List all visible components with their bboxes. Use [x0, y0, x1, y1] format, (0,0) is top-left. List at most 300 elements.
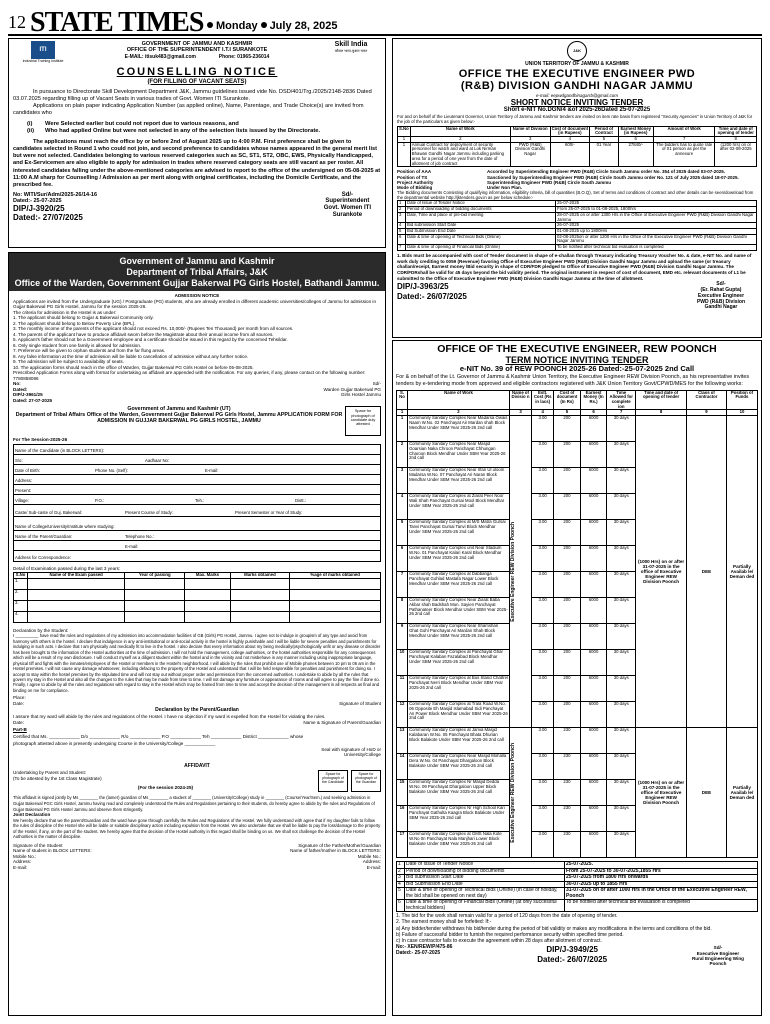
table-cell: 14 — [397, 754, 408, 780]
division-label: Executive Engineer REW Division Poonch — [509, 742, 516, 843]
table-cell: 3.00 — [532, 624, 554, 650]
table-cell: Community Sanitary Complex Nr Masjid Dedda W.No. 09 Panchayat Dhargaloon Upper Block Balakote Under SBM Year 2025-26 2nd call — [408, 780, 510, 806]
table-cell: 3.00 — [532, 520, 554, 546]
date-label: Date: — [13, 700, 24, 706]
table-cell: Community Sanitary Complex at Jamia Masjid Kalabaran W.No. 05 Panchayat Bhata Dhurian Block Balakote Under SBM Year 2025-26 2nd call — [408, 728, 510, 754]
rew-col-header: S. No — [397, 390, 408, 410]
table-cell: Community Sanitary Complex at Bus Stand Chattrel Panchayat Nerri Block Mendhar Under SBM Year 2025-26 2nd call — [408, 676, 510, 702]
exam-col-header: S.No — [14, 573, 28, 579]
condition-item: (i) Were Selected earlier but could not report due to various reasons, and — [27, 120, 239, 127]
application-fields — [13, 444, 381, 562]
table-cell: 230 — [554, 728, 581, 754]
table-row: 5 Bid Submission End Date 01-08-2025 up to 1800Hrs — [398, 228, 757, 234]
table-cell: 200 — [554, 702, 581, 728]
present-field[interactable]: Present: — [14, 485, 380, 495]
parent-sig-label: Signature of the Father/Mother/Guardian — [298, 842, 381, 848]
rew-note: a) Any bidder/tender withdraws his bid/tender during the period of bid validity or makes any modifications in the terms and conditions of the bid. — [396, 925, 712, 932]
table-cell: 6000 — [580, 702, 607, 728]
banner-line-2: Department of Tribal Affairs, J&K — [126, 266, 268, 277]
pwd-col-header: Period of Contract — [590, 126, 619, 136]
rew-note: c) In case contractor fails to execute the agreement within 28 days after allotment of contract. — [396, 938, 602, 945]
table-cell: 8 — [397, 598, 408, 624]
division-cell — [509, 416, 531, 728]
table-cell: 3.00 — [532, 702, 554, 728]
banner-line-1: Government of Jammu and Kashmir — [119, 256, 275, 266]
table-cell: 3.00 — [532, 598, 554, 624]
meta-row: Project Authority Superintending Engineer PWD (R&B) Circle South Jammu — [397, 179, 612, 185]
pwd-work-table — [397, 126, 757, 168]
signature-mark: Sd/- — [341, 191, 354, 198]
notice-intro-2: Applications on plain paper indicating Application Number (as applied online), Name, Parentage, and Trade Choice(s) are invited from candidates who — [13, 103, 364, 117]
exam-col-header: %age of marks obtained — [290, 573, 381, 579]
rew-sign-3: Poonch — [709, 961, 727, 967]
table-row: 1 2 3 4 5 6 7 8 — [398, 137, 757, 143]
declaration-title: Declaration by the Student: — [13, 627, 69, 633]
affidavit-sub: Undertaking by Parent and Student: — [13, 770, 87, 776]
email-label: E-MAIL: — [124, 53, 145, 60]
table-cell: 30 days — [607, 806, 636, 832]
pwd-short-title: SHORT NOTICE INVITING TENDER — [510, 98, 644, 108]
opening-time-cell: (1000 Hrs) on or after 31-07-2025 in the office of Executive Engineer REW Division Poonch — [636, 416, 687, 728]
table-row: 1 Annual Contract for deployment of security personnel for watch and ward at Lok Nirman Bhawan Gandhi Nagar Jammu including parking area for a period of one year from the date of allotment of job contract PWD (R&B) Division Gandhi Nagar 600/- 01 Year 27840/- The bidders has to quote rate of 01 person as per the annexure (1200 hrs) on or after 02-08-2025 — [398, 142, 757, 167]
footer-field: Name of student in BLOCK LETTERS: — [13, 848, 92, 854]
table-row: 4 Bid submission Start Date 26-07-2025 — [398, 223, 757, 229]
rew-title: OFFICE OF THE EXECUTIVE ENGINEER, REW POONCH — [437, 343, 717, 355]
certified-text: Certified that Ms. ____________ D/o ____________ R/o ____________ P.O ____________ Teh ____________ District ____________ whose photograph attested above is presently undergoing Course in the University/College ____________ — [13, 733, 304, 746]
table-cell: 200 — [554, 442, 581, 468]
hostel-dip: DIP/J-3961/25 — [13, 392, 43, 398]
table-cell: Community Sanitary Complex at Dabbanga Panchayat Gohlad Mastafa Nagar Lower Block Mendhar Under SBM Year 2025-26 2nd call — [408, 572, 510, 598]
table-cell: 1 — [397, 416, 408, 442]
pwd-sign-title-3: Gandhi Nagar — [704, 304, 738, 311]
guardian-name-field[interactable]: Name of the Parent/Guardian: Telephone No.: — [14, 531, 380, 541]
table-cell: 30 days — [607, 754, 636, 780]
table-cell: 30 days — [607, 780, 636, 806]
table-cell: 200 — [554, 676, 581, 702]
criteria-item: 1. The applicant should belong to Gujjar & Bakerwal Community only. — [13, 315, 154, 321]
student-signature-label: Signature of Student — [339, 700, 381, 706]
division-cell — [509, 728, 531, 858]
issue-day: Monday — [216, 20, 258, 32]
masthead — [8, 4, 762, 36]
criteria-item: 8. Any false information at the time of admission will be liable to cancellation of admission without any further notice. — [13, 353, 249, 359]
table-cell: 3.00 — [532, 806, 554, 832]
rew-note: b) Failure of successful bidder to furnish the required performance security within specified time period. — [396, 931, 624, 938]
ref-number: No: WITI/Sur/Adm/2025-26/14-16 — [13, 191, 98, 198]
table-cell: Community Sanitary Complex Near Masjid Mohalla Dera W.No. 04 Panchayat Dhargaloon Block Balakote Under SBM Year 2025-26 2nd call — [408, 754, 510, 780]
rew-note: 2. The earnest money shall be forfeited: If:- — [396, 919, 492, 926]
pwd-sign-title-1: Executive Engineer — [697, 292, 745, 299]
table-cell: 3.00 — [532, 676, 554, 702]
table-cell: 3.00 — [532, 650, 554, 676]
hostel-sd: Sd/- — [372, 381, 381, 387]
table-cell: 5 — [397, 520, 408, 546]
left-column — [8, 38, 386, 1018]
table-cell: 200 — [554, 598, 581, 624]
table-row: 4 Bid Submission End Date 30-07-2025 up to 1855 Hrs — [397, 881, 758, 888]
hostel-banner — [9, 253, 385, 291]
rew-ref-no: No:- XEN/REW/P/475-86 — [396, 944, 453, 951]
table-cell: 200 — [554, 416, 581, 442]
rew-tender-notice — [392, 340, 762, 1016]
funds-position-cell: Partially Availab le/ Deman ded — [726, 416, 757, 728]
notice-intro: In pursuance to Directorate Skill Development Department J&K, Jammu guidelines issued vide No. DSD/401/Trg./2025/2148-2836 Dated 03.07.2025 regarding filling up of Vacant Seats in various trades of Govt. Women ITI Surankote. — [13, 88, 372, 102]
criteria-item: 5. Applicant's father should not be a Government employee and a certificate should be issued in this regard by the concerned Tehsildar. — [13, 337, 288, 343]
table-row: 3 Date, Time and place of pre-bid meeting 28-07-2025 on or after 1300 Hrs in the Office of Executive Engineer PWD (R&B) Division Gandhi Nagar Jammu — [398, 212, 757, 222]
pwd-dip: DIP/J-3963/25 — [397, 282, 449, 292]
table-cell: 15 — [397, 780, 408, 806]
pwd-col-header: S.No — [398, 126, 411, 136]
table-row: 4. — [14, 611, 381, 622]
emblem-icon: J&K — [567, 41, 587, 61]
affidavit-title: AFFIDAVIT — [184, 762, 210, 769]
rew-ref-dated: Dated:- 25-07-2025 — [396, 950, 441, 957]
phone-label: Phone: — [218, 53, 238, 60]
table-row: 1. — [14, 578, 381, 589]
table-row: 3 Bid submission Start Date 25-07-2025 from 1800 Hrs onwards — [397, 875, 758, 882]
table-cell: Community Sanitary Complex Near Irfan Ul uloom Madarsa W.No. 07 Panchayat Ari Naran Block Mendhar Under SBM Year 2025-26 2nd call — [408, 468, 510, 494]
table-cell: 200 — [554, 520, 581, 546]
rew-col-header: Earnest Money (In Rs.) — [580, 390, 607, 410]
ref-date: Dated:- 25-07-2025 — [13, 197, 62, 204]
table-cell: Community Sanitary Complex Nr High School Kari Panchayat Gathulta Kaagra Block Balakote Under SBM Year 2025-26 2nd call — [408, 806, 510, 832]
pwd-col-header: Time and date of opening of tender — [715, 126, 757, 136]
table-cell: 2 — [397, 442, 408, 468]
table-cell: 6000 — [580, 546, 607, 572]
table-cell: 6000 — [580, 572, 607, 598]
table-row — [397, 416, 758, 442]
guardian-declaration-text: I assure that my ward will abide by the rules and regulations of the Hostel. I have no objection if my ward is expelled from the Hostel for violating the rules. — [13, 714, 326, 720]
pwd-col-header: Name of Work — [410, 126, 510, 136]
table-cell: 6000 — [580, 624, 607, 650]
rew-col-header: Class of Contractor — [687, 390, 727, 410]
table-cell: 6000 — [580, 520, 607, 546]
condition-item: (ii) Who had applied Online but were not selected in any of the selection lists issued by the Directorate. — [27, 128, 321, 135]
table-cell: Community Sanitary Complex at Ziarat Peer Noor Wali Shah Panchayat Gursai Mool Block Mendhar Under SBM Year 2025-26 2nd call — [408, 494, 510, 520]
pwd-sign-name: (Er. Rahat Gupta) — [700, 287, 742, 294]
table-cell: 6000 — [580, 650, 607, 676]
ut-line: UNION TERRITORY OF JAMMU & KASHMIR — [525, 61, 629, 67]
exam-col-header: Marks obtained — [230, 573, 290, 579]
footer-field: E-mail: — [366, 864, 381, 870]
rew-subtitle: TERM NOTICE INVITING TENDER — [505, 355, 649, 366]
table-cell: 6000 — [580, 754, 607, 780]
pwd-col-header: Amount of Work — [653, 126, 715, 136]
table-cell: Community Sanitary Complex Near Ziarat Baba Akbar shah Badshah Mun. Sayien Panchayat Pathanateer Block Mendhar Under SBM Year 2025-26 2nd call — [408, 598, 510, 624]
iti-counselling-notice — [8, 38, 386, 248]
table-cell: 3.00 — [532, 780, 554, 806]
joint-declaration-text: We hereby declare that we the parent/Guardian and the ward have gone through carefully the Rules and Regulations of the Hostel. We fully understand with agree that if my daughter fails to follow the rules of discipline of the Hostel she will be liable or suitable disciplinary action including expulsion from the Hostel. We also undertake that we shall be liable to pay the loss/damage to the property of the Hostel, if any, on the part of the student. We hereby agree that the decision of the Hostel authority in this regard shall be binding on us. We shall not challenge the decision of the Hostel Authorities in the matter of discipline. — [13, 817, 381, 840]
notice-subtitle: (FOR FILLING OF VACANT SEATS) — [147, 78, 247, 85]
signatory-office: Govt. Women ITI — [323, 205, 371, 212]
village-field[interactable]: Village: P.O.: Teh.: Distt.: — [14, 495, 380, 505]
pwd-footer-notes: 1. Bids must be accompanied with cost of Tender document in shape of e-challan through Treasury indicating Treasury Voucher No. & date, e-NIT No. and name of work duly crediting to 0059 (Revenue) favoring Office of Executive Engineer PWD (R&B) Division Gandhi Nagar Jammu and upload the same (or treasury challan/receipt, Earnest money /Bid security in shape of CDR/FDR pledged to Office of Executive Engineer PWD (R&B) Division Gandhi Nagar Jammu. The CDR/FDRshall be valid for 45 days beyond the bid validity period. The original instrument in respect of cost of document, EMD etc. relevant documents of L1 be submitted to the Office of Executive Engineer PWD (R&B) Division Gandhi Nagar Jammu at the time of allotment. — [397, 252, 752, 281]
opening-time-cell: (1000 Hrs) on or after 31-07-2025 in the office of Executive Engineer REW Division Poonch — [636, 728, 687, 858]
criteria-item: 2. The applicant should belong to Below Poverty Line (BPL). — [13, 320, 136, 326]
funds-position-cell: Partially Availab le/ Deman ded — [726, 728, 757, 858]
table-row: 1 2 3 4 5 6 7 8 9 10 — [397, 410, 758, 416]
table-cell: 30 days — [607, 416, 636, 442]
pwd-sd: Sd/- — [716, 281, 726, 288]
meta-row: Mode of Bidding Under Non Plan. — [397, 184, 523, 190]
table-cell: 17 — [397, 832, 408, 858]
table-cell: 30 days — [607, 624, 636, 650]
exam-col-header: Year of passing — [125, 573, 185, 579]
table-cell: 200 — [554, 572, 581, 598]
table-cell: Community Sanitary Complex unit Near Stadium W.No. 01 Panchayat Kalari Karal Block Mendhar Under SBM Year 2025-26 2nd call — [408, 546, 510, 572]
footer-field: Mobile No.: — [13, 853, 37, 859]
pwd-meta — [397, 169, 757, 190]
table-row: 7 Date & time of opening of Financial Bids (Online) To be notified after technical bid evaluation is completed — [398, 245, 757, 251]
rew-work-table-wrap — [396, 390, 758, 859]
table-cell: 30 days — [607, 520, 636, 546]
table-row: 6 Date & time of opening of Technical Bids (Online) 02-08-2025on or after 1200 Hrs in the Office of the Executive Engineer PWD (R&B) Division Gandhi Nagar Jammu — [398, 234, 757, 244]
form-header-1: Government of Jammu and Kashmir (UT) — [127, 406, 231, 413]
table-cell: 230 — [554, 780, 581, 806]
banner-line-3: Office of the Warden, Government Gujjar Bakerwal PG Girls Hostel, Bathandi Jammu. — [14, 277, 380, 288]
pwd-email: e-mail: eepwdgandhinagarrb@gmail.com — [535, 93, 619, 99]
table-cell: 200 — [554, 650, 581, 676]
college-field[interactable]: Name of College/University/Institute where studying: — [14, 517, 380, 531]
guardian-date-label: Date: — [13, 719, 24, 725]
criteria-item: 4. The parents of the applicant have to produce affidavit sworn before the Magistrate about their annual income from all sources. — [13, 331, 274, 337]
address-field[interactable]: Address: — [14, 475, 380, 485]
meta-row: Position of TS Sanctioned by Superintending Engineer PWD (R&B) Circle South Jammu order No. 121 of July 2025 dated 18-07-2025. — [397, 174, 739, 180]
table-cell: 30 days — [607, 832, 636, 858]
signatory-place: Surankote — [332, 212, 363, 219]
table-row: 5 Date & time of opening of Technical Bids (Online) (in case of holiday, the bid shall be opened on next day) 31-07-2025 on or after 1000 Hrs in the Office of the Executive Engineer REW, Poonch — [397, 888, 758, 900]
table-cell: 3.00 — [532, 416, 554, 442]
affidavit-session: (For the session 2024-25) — [137, 785, 194, 791]
table-cell: 6000 — [580, 806, 607, 832]
pwd-sign-title-2: PWD (R&B) Division — [696, 298, 745, 305]
table-cell: 13 — [397, 728, 408, 754]
criteria-item: 6. Only single student from one family is allowed for admission. — [13, 342, 142, 348]
table-cell: 230 — [554, 806, 581, 832]
table-cell: Community Sanitary Complex at M/S Matra Gursai Tanvi Panchayat Gursai Tanvi Block Mendhar Under SBM Year 2025-26 2nd call — [408, 520, 510, 546]
rew-col-header: Name of Work — [408, 390, 510, 410]
table-cell: 30 days — [607, 442, 636, 468]
table-cell: 230 — [554, 832, 581, 858]
admission-title: ADMISSION NOTICE — [174, 293, 220, 299]
table-row: 1 Date of Issue of Tender Notice 25-07-2025 — [398, 201, 757, 207]
guardian-email-field[interactable]: E-mail: — [14, 541, 380, 551]
affidavit-text: This affidavit is signed jointly by Ms ________ the (lamer) guardian of Ms ________ a student of ________ (University/College) study in ________ (Course/Year/Sem.) and seeking admission in Gujjar Bakerwal PGC Girls Hostel, Jammu having read and completely understood the Rules and Regulations pertaining to their students, do hereby agree to abide by the rules and Regulations of Gujjar Bakerwal PG Girls Hostel Jammu and observe them stringently. — [13, 795, 375, 812]
part-b-title: Part-B — [13, 727, 27, 733]
table-row: 6 Date & time of opening of Financial Bids (Online) (at only successful technical bidders) To be notified after technical bid evaluation is completed — [397, 900, 758, 912]
table-cell: 10 — [397, 650, 408, 676]
dateline — [204, 20, 337, 33]
skill-india-tagline: कौशल भारत-कुशल भारत — [334, 49, 368, 54]
candidate-name-field[interactable]: Name of the Candidate (in BLOCK LETTERS): — [14, 445, 380, 455]
newspaper-brand: STATE TIMES — [30, 7, 204, 38]
table-row: 1 Date of Issue of Tender Notice 25-07-2025. — [397, 862, 758, 869]
table-cell: 6000 — [580, 494, 607, 520]
joint-declaration-title: Joint Declaration — [13, 812, 51, 818]
table-cell: 3.00 — [532, 728, 554, 754]
table-cell: 6000 — [580, 676, 607, 702]
table-cell: 200 — [554, 546, 581, 572]
table-cell: 6000 — [580, 468, 607, 494]
candidate-photo-box: Space for photograph of the Candidate — [318, 770, 348, 792]
dob-field[interactable]: Date of Birth: Phone No. (Self): E-mail: — [14, 465, 380, 475]
table-cell: 3.00 — [532, 494, 554, 520]
org-line-2: OFFICE OF THE SUPERINTENDENT I.T.I SURANKOTE — [126, 47, 268, 54]
bullet-icon — [207, 22, 213, 28]
rew-dip: DIP/J-3949/25 — [546, 945, 598, 955]
criteria-item: Prescribed Application Forms along with format for undertaking an affidavit are appended with the notification. For any queries, if any, please contact on the following number: 7780858086 — [13, 370, 366, 381]
hostel-no: No: — [13, 381, 21, 387]
contractor-class-cell: DEE — [687, 728, 727, 858]
table-cell: Community Sanitary Complex Near Shamshan Ghat Gohl Panchayat Ari Mardan Shah Block Mendhar Under SBM Year 2025-26 2nd call — [408, 624, 510, 650]
pwd-tender-notice — [392, 38, 762, 338]
table-cell: 6000 — [580, 416, 607, 442]
table-row: 2. — [14, 589, 381, 600]
table-cell: 6000 — [580, 780, 607, 806]
rew-col-header: Position of Funds — [726, 390, 757, 410]
iti-logo-icon: ITI — [31, 41, 55, 59]
org-line-1: GOVERNMENT OF JAMMU AND KASHMIR — [141, 41, 253, 47]
table-cell: 6 — [397, 546, 408, 572]
footer-field: Name of father/mother in BLOCK LETTERS: — [290, 848, 381, 854]
exam-intro: Detail of Examination passed during the last 3 years: — [13, 565, 121, 571]
table-cell: Community Sanitary Complex Near Madarsa Owais Naam W.No. 02 Panchayat Air Mardan shah Block Mendhar Under SBM Year 2025-26 2nd call — [408, 416, 510, 442]
correspondence-field[interactable]: Address for Correspondence: — [15, 554, 72, 560]
issue-date: July 28, 2025 — [269, 20, 338, 32]
bidding-note: The Bidding documents Consisting of qualifying information, eligibility criteria, bill of quantities (B.O.Q), Set of terms and conditions of contract and other details can be seen/download from the departmental website http://jktenders.gov.in as per below schedule:- — [397, 190, 754, 201]
rew-col-header: Time and date of opening of tender — [636, 390, 687, 410]
rew-intro: For & on behalf of the Lt. Governor of Jammu & Kashmir Union Territory, the Executive Engineer REW Division Poonch, as his representative invites tenders by e-tendering mode from approved and eligible contractors registered with J&K Union Territory Govt/CPWD/MES for the following works: — [396, 374, 750, 387]
guardian-signature-label: Name & Signature of Parent/Guardian — [303, 719, 381, 725]
pwd-title-1: OFFICE THE EXECUTIVE ENGINEER PWD — [458, 67, 696, 80]
table-cell: 6000 — [580, 728, 607, 754]
exam-col-header: Max. Marks — [185, 573, 230, 579]
caste-field[interactable]: Caste/ Sub-caste of Guj. Bakerwal: Present Course of Study: Present Semester or Year of Study: — [14, 505, 380, 517]
footer-field: Mobile No.: — [357, 853, 381, 859]
guardian-photo-box: Space for photograph of the Guardian — [351, 770, 381, 792]
admission-intro: Applications are invited from the Undergraduate (UG) / Postgraduate (PG) students, who are already enrolled in different academic universities/colleges of Jammu for admission in Gujjar Bakerwal PG Girls Hostel, Jammu for the session 2025-26. — [13, 298, 377, 310]
criteria-title: The criteria for admission in the Hostel is as under: — [13, 309, 117, 315]
form-session: For The Session-2025-26 — [13, 437, 68, 443]
hostel-admission-notice — [8, 252, 386, 1016]
contractor-class-cell: DEE — [687, 416, 727, 728]
rew-col-header: Name of Divisio n — [509, 390, 531, 410]
table-row: 3. — [14, 600, 381, 611]
table-cell: 6000 — [580, 598, 607, 624]
hostel-dated: Dated: — [13, 386, 28, 392]
place-label: Place: — [13, 695, 26, 701]
rew-sd: Sd/- — [713, 945, 723, 951]
footer-field: Address: — [13, 859, 32, 865]
table-row: 2 Period of downloading of bidding documents From 25-07-2025 to 01-08-2025, 1800hrs — [398, 207, 757, 213]
table-cell: 3.00 — [532, 754, 554, 780]
table-cell: 7 — [397, 572, 408, 598]
student-sig-label: Signature of the Student — [13, 842, 63, 848]
table-cell: 16 — [397, 806, 408, 832]
criteria-item: 10. The application forms should reach in the office of Warden, Gujjar Bakerwal PG Girls Hostel on before 05-08-2025. — [13, 364, 254, 370]
hostel-warden: Warden Gujjar Bakerwal PG Girls Hostel Jammu — [323, 386, 381, 398]
meta-row: Position of AAA Accorded by Superintending Engineer PWD (R&B) Circle South Jammu order No. 354 of 2025 dated 03-07-2025. — [397, 169, 726, 175]
skill-india-logo: Skill India — [334, 41, 368, 48]
rew-col-header: Cost of document (In Rs) — [554, 390, 581, 410]
criteria-item: 7. Preference will be given to orphan students and from the far flung areas. — [13, 348, 166, 354]
footer-field: Address: — [362, 859, 381, 865]
table-cell: 3.00 — [532, 572, 554, 598]
rew-col-header: Time Allowed for complete ion — [607, 390, 636, 410]
table-cell: 3 — [397, 468, 408, 494]
rew-sign-1: Executive Engineer — [696, 950, 740, 956]
signatory-title: Superintendent — [325, 198, 370, 205]
notice-body: The applications must reach the office by or before 2nd of August 2025 up to 4:00 P.M. First preference shall be given to candidates selected in Round 1 who could not join, and second preference to candidates whose names appeared in the general merit list but were not selected. Candidates belonging to various reserved categories such as SC, ST1, ST2, OBC, EWS, Physically Handicapped, and Ex-Servicemen are also eligible to apply for admission in trades where reserved category seats are still vacant as per roster. All interested candidates falling under the above-mentioned categories are advised to report to the office of the undersigned on 05-08-2025 at 11:00 A.M sharp for Counselling / Admission as per merit along with original certificates, including the Domicile Certificate, and the prescribed fee. — [13, 138, 381, 189]
email-value: itisuk483@gmail.com — [144, 53, 196, 60]
pwd-enit: Short e-NIT No.DGN/4 &of 2025-26Dated 25-07-2025 — [503, 107, 651, 114]
pwd-schedule-table — [397, 200, 757, 250]
table-cell: 9 — [397, 624, 408, 650]
table-cell: 200 — [554, 624, 581, 650]
table-cell: 3.00 — [532, 546, 554, 572]
guardian-declaration-title: Declaration by the Parent/Guardian — [155, 707, 239, 714]
table-cell: 230 — [554, 754, 581, 780]
rew-notes — [396, 913, 758, 944]
rew-work-table — [396, 390, 758, 859]
table-cell: 200 — [554, 494, 581, 520]
criteria-item: 3. The monthly income of the parents of the applicant should not exceed Rs. 10,000/- (Rupees Ten Thousand) per month from all sources. — [13, 326, 294, 332]
criteria-item: 9. The admission will be subject to availability of seats. — [13, 359, 124, 365]
form-header-2: Department of Tribal Affairs Office of the Warden, Government Gujjar Bakerwal PG Girls Hostel, Jammu APPLICATION FORM FOR ADMISSION IN GUJJAR BAKERWAL PG GIRLS HOSTEL, JAMMU — [15, 412, 343, 425]
exam-col-header: Name of the Exam passed — [28, 573, 125, 579]
table-cell: 30 days — [607, 728, 636, 754]
table-cell: 30 days — [607, 494, 636, 520]
table-cell: 30 days — [607, 468, 636, 494]
table-cell: Community Sanitary Complex Near Masjid Goarsian Naka Chroon Panchayat Chhungan Charoon Block Mendhar Under SBM Year 2025-26 2nd call — [408, 442, 510, 468]
pwd-intro: For and on behalf of the Lieutenant Governor, Union Territory of Jammu and Kashmir tenders are invited on item rate basis from registered "Security Agencies" in Union Territory of J&K for the job of the particulars as given below:- — [397, 114, 753, 125]
table-cell: 200 — [554, 468, 581, 494]
rew-note: 1. The bid for the work shall remain valid for a period of 120 days from the date of opening of tender. — [396, 913, 618, 920]
table-cell: 30 days — [607, 702, 636, 728]
table-cell: 3.00 — [532, 442, 554, 468]
footer-field: E-mail: — [13, 864, 28, 870]
rew-dated: Dated:- 26/07/2025 — [537, 954, 608, 964]
table-cell: 30 days — [607, 546, 636, 572]
declaration-text: I __________ have read the rules and regulations of my admission into accommodation facilities of GB (Girls) PG Hostel, Jammu. I agree not to indulge in groupism of any type and avoid from harmony with others in the hostel. I declare that indulgence in any anti-institutional or anti-social activity in the hostel is highly punishable and I will be liable for severe penalties and punishments for indulging in such acts. I declare that I am physically and medically fit to live in the hostel. I also declare that every information about my being medically/psychologically unfit or any disease or disorder has been brought to the information of the Hostel authorities at the time of admission. I will not hold the management, college authorities, or the hostel authorities responsible for any consequences which will be a result of my own disclosure. I will conduct myself as a diligent student within the hostel and in the vicinity and not misbehave in any manner including using inappropriate language, physical tiff and fights with the inmates/employees of the Hostel or members in the Hostel's neighborhood. I will abide by the rules that prohibit use of Mobile phones between 10 pm to 06 am in the Hostel premises. I will not cause any damage whatsoever, including defacing to the property of the Hostel and understand that I will be held responsible for penalties and punishment for doing so. I accept to stay within the hostel premises by the stipulated time and will not stay out without proper order and permission from the concerned authorities. I undertake to abide by all the rules that govern my stay in the Hostel and also all the changes to the rules that may be made from time to time. I will not damage any furniture or appearance of rooms and will agree to pay the fine if done so. Finally, I agree to abide by all the rules and regulations with regard to stay in the Hostel which may be framed from time to time and accept the decision of the management in all respects as final and binding on me for compliance. — [13, 633, 381, 693]
iti-logo-label: Industrial Training Institute — [22, 59, 64, 63]
bullet-icon — [261, 22, 267, 28]
table-cell: 6000 — [580, 832, 607, 858]
rew-enit: e-NIT No. 39 of REW POONCH 2025-26 Dated:-25-07-2025 2nd Call — [459, 364, 695, 374]
parentage-field[interactable]: S/o: Aadhaar No: — [14, 455, 380, 465]
table-row: 2 Period of downloading of bidding documents From 25-07-2025 to 30-07-2025,1855 Hrs — [397, 868, 758, 875]
rew-col-header: Estt. Cost (Rs in lacs) — [532, 390, 554, 410]
table-cell: 3.00 — [532, 832, 554, 858]
pwd-col-header: Cost of document (in Rupees) — [551, 125, 589, 136]
table-cell: 11 — [397, 676, 408, 702]
pwd-col-header: Earnest Money (in Rupees) — [618, 126, 653, 136]
table-cell: 12 — [397, 702, 408, 728]
notice-title: COUNSELLING NOTICE — [116, 66, 278, 79]
rew-schedule-table — [396, 861, 758, 912]
hostel-dip-date: Dated: 27-07-2025 — [13, 397, 53, 403]
table-row — [397, 728, 758, 754]
page-number: 12 — [8, 12, 26, 32]
exam-table — [13, 572, 381, 623]
table-cell: 30 days — [607, 650, 636, 676]
affidavit-sub-2: (To be attested by the 1st Class Magistrate) — [13, 775, 102, 781]
pwd-title-2: (R&B) DIVISION GANDHI NAGAR JAMMU — [460, 80, 694, 93]
table-cell: 4 — [397, 494, 408, 520]
photo-box: Space for photograph of candidate duly attested — [345, 406, 381, 436]
seal-text: Seal with signature of HoD or University/College — [321, 746, 381, 758]
table-cell: 6000 — [580, 442, 607, 468]
